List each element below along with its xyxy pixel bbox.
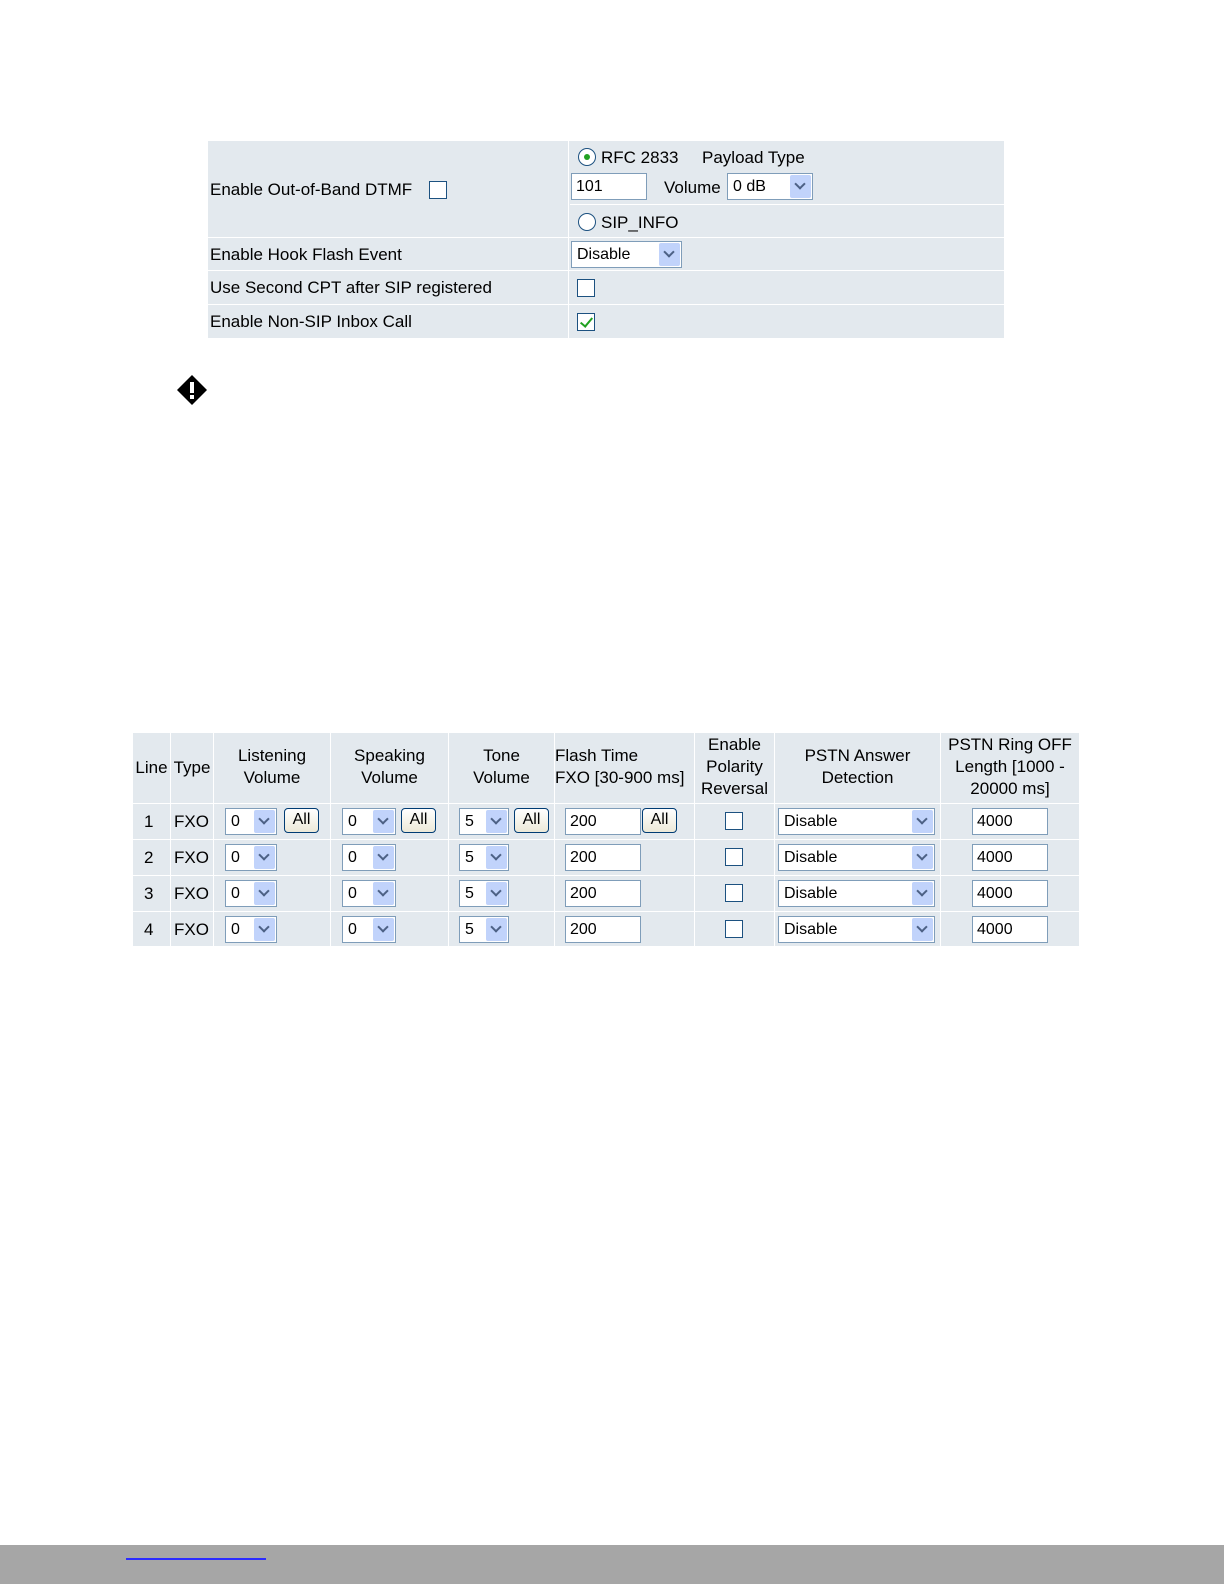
header-line: Line bbox=[135, 758, 168, 777]
row-line-number: 2 bbox=[144, 848, 154, 867]
volume-label: Volume bbox=[664, 178, 721, 197]
chevron-down-icon bbox=[254, 918, 275, 941]
ring-off-length-input[interactable]: 4000 bbox=[972, 808, 1048, 835]
header-pstn-ring-off: PSTN Ring OFF Length [1000 - 20000 ms] bbox=[948, 735, 1072, 798]
chevron-down-icon bbox=[373, 882, 394, 905]
warning-diamond-icon bbox=[176, 374, 208, 406]
tone-volume-select[interactable]: 5 bbox=[459, 808, 509, 835]
chevron-down-icon bbox=[486, 918, 507, 941]
speaking-volume-select[interactable]: 0 bbox=[342, 808, 396, 835]
speaking-volume-select[interactable]: 0 bbox=[342, 844, 396, 871]
dtmf-volume-select[interactable] bbox=[727, 173, 813, 200]
chevron-down-icon bbox=[254, 810, 275, 833]
chevron-down-icon bbox=[790, 175, 811, 198]
hook-flash-value: Disable bbox=[577, 246, 631, 263]
payload-type-input[interactable]: 101 bbox=[571, 173, 647, 200]
row-second-cpt bbox=[208, 271, 1004, 305]
polarity-reversal-checkbox[interactable] bbox=[725, 812, 743, 830]
non-sip-inbox-checkbox[interactable] bbox=[577, 313, 595, 331]
speaking-volume-select[interactable]: 0 bbox=[342, 916, 396, 943]
listening-volume-select[interactable]: 0 bbox=[225, 844, 277, 871]
row-line-number: 1 bbox=[144, 812, 154, 831]
tone-all-button[interactable]: All bbox=[514, 808, 549, 833]
row-line-number: 4 bbox=[144, 920, 154, 939]
chevron-down-icon bbox=[254, 882, 275, 905]
chevron-down-icon bbox=[373, 918, 394, 941]
flash-all-button[interactable]: All bbox=[642, 808, 677, 833]
page-footer-bar bbox=[0, 1545, 1224, 1584]
footer-link-underline[interactable] bbox=[126, 1558, 266, 1560]
row-type: FXO bbox=[174, 812, 209, 831]
rfc2833-label: RFC 2833 bbox=[601, 148, 679, 167]
header-pstn-answer-detection: PSTN Answer Detection bbox=[804, 746, 911, 787]
listening-volume-select[interactable]: 0 bbox=[225, 880, 277, 907]
listening-volume-select[interactable]: 0 bbox=[225, 916, 277, 943]
speaking-volume-select[interactable]: 0 bbox=[342, 880, 396, 907]
pstn-answer-detection-select[interactable]: Disable bbox=[778, 916, 935, 943]
row-type: FXO bbox=[174, 920, 209, 939]
chevron-down-icon bbox=[373, 846, 394, 869]
tone-volume-select[interactable]: 5 bbox=[459, 844, 509, 871]
polarity-reversal-checkbox[interactable] bbox=[725, 884, 743, 902]
header-polarity-reversal: Enable Polarity Reversal bbox=[700, 735, 769, 798]
payload-type-label: Payload Type bbox=[702, 148, 805, 167]
flash-time-input[interactable]: 200 bbox=[565, 916, 641, 943]
chevron-down-icon bbox=[486, 882, 507, 905]
speaking-all-button[interactable]: All bbox=[401, 808, 436, 833]
dtmf-settings-panel bbox=[208, 141, 1004, 338]
hook-flash-select[interactable] bbox=[571, 241, 682, 268]
tone-volume-select[interactable]: 5 bbox=[459, 880, 509, 907]
chevron-down-icon bbox=[912, 810, 933, 833]
polarity-reversal-checkbox[interactable] bbox=[725, 920, 743, 938]
flash-time-input[interactable]: 200 bbox=[565, 880, 641, 907]
hook-flash-label: Enable Hook Flash Event bbox=[210, 245, 402, 264]
row-hook-flash bbox=[208, 238, 1004, 271]
chevron-down-icon bbox=[912, 882, 933, 905]
pstn-answer-detection-select[interactable]: Disable bbox=[778, 808, 935, 835]
flash-time-input[interactable]: 200 bbox=[565, 844, 641, 871]
non-sip-inbox-label: Enable Non-SIP Inbox Call bbox=[210, 312, 412, 331]
tone-volume-select[interactable]: 5 bbox=[459, 916, 509, 943]
row-non-sip-inbox bbox=[208, 305, 1004, 338]
second-cpt-label: Use Second CPT after SIP registered bbox=[210, 278, 492, 297]
dtmf-volume-value: 0 dB bbox=[733, 178, 766, 195]
sip-info-label: SIP_INFO bbox=[601, 213, 679, 232]
ring-off-length-input[interactable]: 4000 bbox=[972, 844, 1048, 871]
dtmf-checkbox[interactable] bbox=[429, 181, 447, 199]
ring-off-length-input[interactable]: 4000 bbox=[972, 916, 1048, 943]
pstn-answer-detection-select[interactable]: Disable bbox=[778, 880, 935, 907]
polarity-reversal-checkbox[interactable] bbox=[725, 848, 743, 866]
header-flash-time: Flash Time FXO [30-900 ms] bbox=[555, 746, 685, 787]
row-type: FXO bbox=[174, 884, 209, 903]
row-line-number: 3 bbox=[144, 884, 154, 903]
second-cpt-checkbox[interactable] bbox=[577, 279, 595, 297]
header-type: Type bbox=[173, 758, 211, 777]
dtmf-label: Enable Out-of-Band DTMF bbox=[210, 180, 413, 199]
sip-info-radio[interactable] bbox=[578, 213, 596, 231]
header-speaking-volume: Speaking Volume bbox=[354, 746, 425, 787]
pstn-answer-detection-select[interactable]: Disable bbox=[778, 844, 935, 871]
listening-volume-select[interactable]: 0 bbox=[225, 808, 277, 835]
chevron-down-icon bbox=[373, 810, 394, 833]
rfc2833-radio[interactable] bbox=[578, 148, 596, 166]
chevron-down-icon bbox=[254, 846, 275, 869]
flash-time-input[interactable]: 200 bbox=[565, 808, 641, 835]
chevron-down-icon bbox=[912, 846, 933, 869]
header-listening-volume: Listening Volume bbox=[237, 746, 307, 787]
chevron-down-icon bbox=[486, 846, 507, 869]
chevron-down-icon bbox=[486, 810, 507, 833]
row-out-of-band-dtmf bbox=[208, 141, 1004, 238]
row-type: FXO bbox=[174, 848, 209, 867]
chevron-down-icon bbox=[912, 918, 933, 941]
line-settings-table bbox=[133, 733, 1079, 946]
ring-off-length-input[interactable]: 4000 bbox=[972, 880, 1048, 907]
listening-all-button[interactable]: All bbox=[284, 808, 319, 833]
chevron-down-icon bbox=[659, 243, 680, 266]
header-tone-volume: Tone Volume bbox=[473, 746, 530, 787]
